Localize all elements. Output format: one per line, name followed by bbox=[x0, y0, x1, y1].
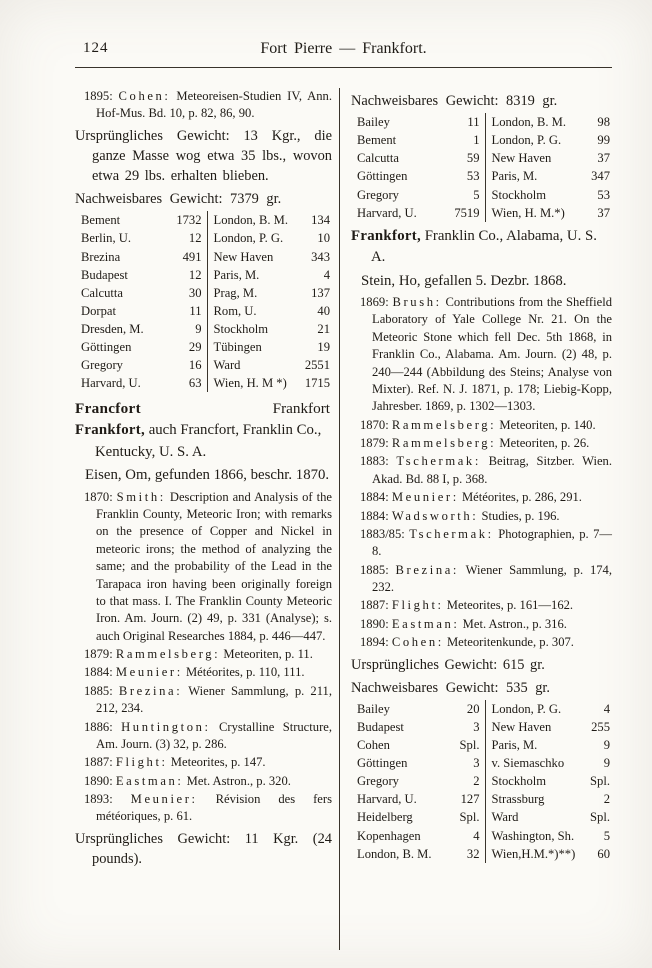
table-row bbox=[357, 754, 480, 772]
weight-value: 2 bbox=[473, 774, 480, 789]
collection-name: Berlin, U. bbox=[81, 231, 132, 246]
entry-author: Smith: bbox=[116, 489, 166, 504]
table-row bbox=[357, 772, 480, 790]
bibliography-entry bbox=[351, 616, 612, 633]
entry-text: Meteoritenkunde, p. 307. bbox=[446, 635, 574, 650]
collection-name: Bailey bbox=[357, 115, 390, 130]
collection-name: Heidelberg bbox=[357, 810, 413, 825]
entry-author: Rammelsberg: bbox=[115, 647, 221, 662]
entry-year: 1883/85: bbox=[360, 526, 405, 541]
table-row bbox=[81, 302, 202, 320]
headword-bold: Frankfort, bbox=[75, 422, 145, 439]
entry-text: Révision des fers météoriques, p. 61. bbox=[96, 792, 332, 824]
table-row bbox=[492, 736, 611, 754]
table-row bbox=[214, 284, 331, 302]
entry-author: Eastman: bbox=[391, 616, 460, 631]
collection-name: Strassburg bbox=[491, 792, 545, 807]
collection-name: Budapest bbox=[357, 719, 404, 734]
collection-name: Bement bbox=[357, 133, 397, 148]
weight-value: 40 bbox=[317, 303, 330, 318]
bibliography-entry bbox=[75, 791, 332, 826]
weight-value: 32 bbox=[466, 846, 480, 861]
collection-name: Dresden, M. bbox=[81, 321, 144, 336]
entry-year: 1884: bbox=[360, 508, 389, 523]
entry-author: Meunier: bbox=[391, 490, 459, 505]
weight-value: 19 bbox=[317, 340, 330, 355]
entry-text: Météorites, p. 110, 111. bbox=[185, 665, 305, 680]
collection-name: Prag, M. bbox=[213, 285, 258, 300]
entry-year: 1884: bbox=[84, 665, 113, 680]
weight-value: 491 bbox=[182, 249, 202, 264]
weight-table-fort-pierre-2 bbox=[351, 113, 612, 222]
verified-weight-heading-fort-pierre-2: Nachweisbares Gewicht: 8319 gr. bbox=[351, 93, 558, 109]
weight-value: 11 bbox=[189, 303, 202, 318]
weight-value: 16 bbox=[188, 358, 202, 373]
weight-value: 11 bbox=[467, 115, 480, 130]
collection-name: Ward bbox=[491, 810, 519, 825]
entry-text: Studies, p. 196. bbox=[481, 508, 560, 523]
table-row bbox=[81, 229, 202, 247]
table-row bbox=[214, 374, 331, 392]
collection-name: Calcutta bbox=[81, 285, 123, 300]
bibliography-entry bbox=[351, 453, 612, 488]
headword-rest: auch Francfort, Franklin Co., Kentucky, U. S. A. bbox=[95, 422, 322, 460]
entry-year: 1885: bbox=[360, 562, 389, 577]
entry-year: 1869: bbox=[360, 295, 389, 310]
collection-name: New Haven bbox=[491, 151, 552, 166]
collection-name: Wien, H. M *) bbox=[213, 376, 287, 391]
weight-value: 4 bbox=[323, 267, 330, 282]
headword-bold: Frankfort, bbox=[351, 227, 421, 244]
page-header bbox=[75, 40, 612, 62]
table-row bbox=[357, 149, 480, 167]
weight-table-fort-pierre bbox=[75, 211, 332, 392]
table-row bbox=[492, 808, 611, 826]
weight-value: 53 bbox=[597, 187, 610, 202]
table-row bbox=[214, 229, 331, 247]
weight-value: 1 bbox=[473, 133, 480, 148]
weight-value: 3 bbox=[473, 719, 480, 734]
entry-author: Meunier: bbox=[115, 665, 183, 680]
collection-name: Harvard, U. bbox=[81, 376, 141, 391]
right-column bbox=[340, 88, 612, 950]
table-row bbox=[357, 736, 480, 754]
table-row bbox=[357, 700, 480, 718]
collection-name: Paris, M. bbox=[491, 169, 538, 184]
collection-name: Budapest bbox=[81, 267, 128, 282]
weight-value: 2551 bbox=[304, 358, 330, 373]
entry-year: 1870: bbox=[360, 417, 389, 432]
table-row bbox=[357, 186, 480, 204]
bibliography-frankfort-alabama bbox=[351, 294, 612, 652]
table-row bbox=[492, 845, 611, 863]
collection-name: Ward bbox=[213, 358, 241, 373]
table-row bbox=[492, 186, 611, 204]
entry-text: Meteoreisen-Studien IV, Ann. Hof-Mus. Bd. 10, p. 82, 86, 90. bbox=[96, 89, 332, 121]
entry-author: Rammelsberg: bbox=[391, 436, 497, 451]
collection-name: Gregory bbox=[357, 774, 399, 789]
type-line-kentucky: Eisen, Om, gefunden 1866, beschr. 1870. bbox=[85, 467, 330, 484]
weight-value: 255 bbox=[591, 719, 610, 734]
bibliography-entry bbox=[75, 719, 332, 754]
entry-author: Cohen: bbox=[118, 89, 171, 103]
table-row bbox=[81, 338, 202, 356]
weight-table-left-half bbox=[357, 113, 485, 222]
weight-value: 5 bbox=[603, 828, 610, 843]
bibliography-entry bbox=[75, 683, 332, 718]
entry-author: Brush: bbox=[392, 295, 442, 310]
collection-name: Washington, Sh. bbox=[491, 828, 575, 843]
original-weight-fort-pierre: Ursprüngliches Gewicht: 13 Kgr., die ganze Masse wog etwa 35 lbs., wovon etwa 29 lbs. erhalten blieben. bbox=[75, 127, 332, 185]
weight-value: 63 bbox=[188, 376, 202, 391]
bibliography-entry bbox=[75, 754, 332, 771]
weight-value: 134 bbox=[311, 213, 330, 228]
entry-author: Flight: bbox=[391, 598, 444, 613]
collection-name: Wien,H.M.*)**) bbox=[491, 846, 576, 861]
headword-frankfort-kentucky bbox=[75, 420, 332, 463]
weight-value: Spl. bbox=[590, 774, 610, 789]
weight-value: 59 bbox=[466, 151, 480, 166]
weight-value: Spl. bbox=[459, 810, 480, 825]
entry-text: Meteorites, p. 161—162. bbox=[446, 598, 574, 613]
collection-name: Cohen bbox=[357, 738, 390, 753]
collection-name: Göttingen bbox=[357, 756, 408, 771]
entry-author: Huntington: bbox=[121, 719, 211, 734]
table-row bbox=[81, 320, 202, 338]
entry-year: 1886: bbox=[84, 719, 113, 734]
weight-table-right-half bbox=[207, 211, 333, 392]
entry-text: Meteoriten, p. 26. bbox=[499, 436, 590, 451]
table-row bbox=[81, 266, 202, 284]
entry-year: 1870: bbox=[84, 489, 113, 504]
collection-name: Göttingen bbox=[357, 169, 408, 184]
weight-value: Spl. bbox=[590, 810, 610, 825]
entry-text: Met. Astron., p. 316. bbox=[462, 616, 567, 631]
table-row bbox=[214, 248, 331, 266]
original-weight-alabama: Ursprüngliches Gewicht: 615 gr. bbox=[351, 656, 545, 673]
bibliography-entry bbox=[75, 646, 332, 663]
weight-value: 4 bbox=[473, 828, 480, 843]
weight-table-left-half bbox=[81, 211, 207, 392]
collection-name: Bailey bbox=[357, 701, 390, 716]
collection-name: Rom, U. bbox=[213, 303, 257, 318]
entry-text: Meteoriten, p. 140. bbox=[499, 417, 596, 432]
entry-author: Rammelsberg: bbox=[391, 417, 497, 432]
bibliography-entry bbox=[351, 435, 612, 452]
original-weight-kentucky: Ursprüngliches Gewicht: 11 Kgr. (24 pounds). bbox=[75, 830, 332, 867]
weight-value: 347 bbox=[591, 169, 610, 184]
verified-weight-heading-alabama: Nachweisbares Gewicht: 535 gr. bbox=[351, 679, 551, 696]
entry-year: 1885: bbox=[84, 683, 113, 698]
bibliography-entry bbox=[75, 489, 332, 645]
weight-value: 2 bbox=[603, 792, 610, 807]
collection-name: London, B. M. bbox=[491, 115, 567, 130]
weight-value: 29 bbox=[188, 340, 202, 355]
headword-frankfort-alabama bbox=[351, 226, 612, 269]
weight-value: 20 bbox=[466, 701, 480, 716]
table-row bbox=[214, 211, 331, 229]
collection-name: London, B. M. bbox=[213, 213, 289, 228]
weight-value: 137 bbox=[311, 285, 330, 300]
weight-value: 53 bbox=[466, 169, 480, 184]
bibliography-left-top bbox=[75, 88, 332, 123]
entry-author: Brezina: bbox=[118, 683, 183, 698]
bibliography-entry bbox=[75, 88, 332, 123]
entry-year: 1890: bbox=[84, 773, 113, 788]
left-column bbox=[75, 88, 339, 950]
weight-table-left-half bbox=[357, 700, 485, 863]
table-row bbox=[492, 718, 611, 736]
entry-text: Description and Analysis of the Franklin County, Meteoric Iron; with remarks on the presence of Copper and Nickel in meteoric irons; the method of analyzing the same; and the probability of the Lead in the Tarapaca iron having been originally foreign to that mass. I. The Franklin County Meteoric Iron. Am. Journ. (2) 49, p. 331 (Analyse); s. auch Original Researches 1884, p. 446—447. bbox=[96, 489, 332, 643]
collection-name: New Haven bbox=[491, 719, 552, 734]
weight-value: 4 bbox=[603, 701, 610, 716]
weight-value: 3 bbox=[473, 756, 480, 771]
weight-value: 1732 bbox=[176, 213, 202, 228]
collection-name: Gregory bbox=[81, 358, 123, 373]
bibliography-entry bbox=[351, 508, 612, 525]
weight-table-right-half bbox=[485, 700, 613, 863]
entry-text: Météorites, p. 286, 291. bbox=[461, 490, 582, 505]
bibliography-entry bbox=[351, 634, 612, 651]
weight-value: 99 bbox=[597, 133, 610, 148]
entry-year: 1879: bbox=[84, 647, 113, 662]
collection-name: Harvard, U. bbox=[357, 792, 417, 807]
bibliography-entry bbox=[351, 526, 612, 561]
entry-author: Eastman: bbox=[115, 773, 184, 788]
collection-name: Brezina bbox=[81, 249, 121, 264]
weight-value: 37 bbox=[597, 151, 610, 166]
weight-value: 127 bbox=[460, 792, 480, 807]
table-row bbox=[492, 167, 611, 185]
collection-name: London, P. G. bbox=[213, 231, 284, 246]
table-row bbox=[214, 338, 331, 356]
table-row bbox=[357, 167, 480, 185]
crossref-from: Francfort bbox=[75, 400, 141, 418]
bibliography-entry bbox=[75, 773, 332, 790]
bibliography-entry bbox=[351, 294, 612, 416]
table-row bbox=[492, 827, 611, 845]
table-row bbox=[214, 356, 331, 374]
entry-year: 1895: bbox=[84, 89, 113, 103]
table-row bbox=[214, 302, 331, 320]
bibliography-entry bbox=[351, 597, 612, 614]
entry-author: Brezina: bbox=[395, 562, 460, 577]
collection-name: Stockholm bbox=[491, 774, 547, 789]
collection-name: Calcutta bbox=[357, 151, 399, 166]
table-row bbox=[357, 204, 480, 222]
collection-name: London, P. G. bbox=[491, 133, 562, 148]
table-row bbox=[81, 356, 202, 374]
weight-value: Spl. bbox=[459, 738, 480, 753]
entry-text: Crystalline Structure, Am. Journ. (3) 32, p. 286. bbox=[96, 719, 332, 751]
entry-year: 1893: bbox=[84, 792, 113, 807]
weight-value: 37 bbox=[597, 205, 610, 220]
entry-year: 1883: bbox=[360, 454, 389, 469]
cross-reference bbox=[75, 400, 332, 418]
text-columns bbox=[75, 88, 612, 950]
entry-year: 1884: bbox=[360, 490, 389, 505]
collection-name: Paris, M. bbox=[213, 267, 260, 282]
collection-name: Tübingen bbox=[213, 340, 262, 355]
entry-author: Meunier: bbox=[130, 792, 198, 807]
table-row bbox=[492, 754, 611, 772]
weight-value: 9 bbox=[603, 738, 610, 753]
entry-text: Wiener Sammlung, p. 174, 232. bbox=[372, 562, 612, 595]
weight-value: 12 bbox=[188, 267, 202, 282]
collection-name: London, P. G. bbox=[491, 701, 562, 716]
collection-name: v. Siemaschko bbox=[491, 756, 565, 771]
table-row bbox=[357, 113, 480, 131]
entry-text: Meteoriten, p. 11. bbox=[223, 647, 313, 662]
crossref-to: Frankfort bbox=[272, 400, 330, 418]
table-row bbox=[492, 790, 611, 808]
table-row bbox=[81, 248, 202, 266]
headword-rest: Franklin Co., Alabama, U. S. A. bbox=[371, 227, 597, 266]
weight-value: 5 bbox=[473, 187, 480, 202]
entry-author: Flight: bbox=[115, 755, 168, 770]
table-row bbox=[357, 845, 480, 863]
verified-weight-heading-fort-pierre: Nachweisbares Gewicht: 7379 gr. bbox=[75, 191, 282, 208]
collection-name: Wien, H. M.*) bbox=[491, 205, 565, 220]
entry-text: Contributions from the Sheffield Laboratory of Yale College Nr. 21. On the Meteoric Stone which fell Dec. 5th 1868, in Franklin Co., Alabama. Am. Journ. (2) 48, p. 240—244 (Abbildung des Steins; Analyse von Mixter). Ref. N. J. 1871, p. 178; Liebig-Kopp, Jahresber. 1869, p. 1302—1303. bbox=[372, 295, 612, 414]
collection-name: Paris, M. bbox=[491, 738, 538, 753]
table-row bbox=[81, 211, 202, 229]
table-row bbox=[214, 320, 331, 338]
collection-name: Gregory bbox=[357, 187, 399, 202]
page-number: 124 bbox=[83, 40, 109, 56]
entry-author: Tschermak: bbox=[409, 526, 494, 541]
running-head: Fort Pierre — Frankfort. bbox=[260, 40, 427, 57]
weight-value: 98 bbox=[597, 115, 610, 130]
entry-text: Met. Astron., p. 320. bbox=[186, 773, 291, 788]
collection-name: London, B. M. bbox=[357, 846, 432, 861]
entry-text: Photographien, p. 7—8. bbox=[372, 526, 612, 559]
weight-value: 1715 bbox=[304, 376, 330, 391]
collection-name: Harvard, U. bbox=[357, 205, 417, 220]
bibliography-entry bbox=[351, 417, 612, 434]
bibliography-frankfort-kentucky bbox=[75, 489, 332, 826]
table-row bbox=[214, 266, 331, 284]
weight-value: 343 bbox=[311, 249, 330, 264]
weight-value: 9 bbox=[603, 756, 610, 771]
table-row bbox=[357, 827, 480, 845]
collection-name: Kopenhagen bbox=[357, 828, 421, 843]
weight-value: 60 bbox=[597, 846, 610, 861]
weight-value: 7519 bbox=[454, 205, 480, 220]
weight-value: 21 bbox=[317, 321, 330, 336]
type-line-alabama: Stein, Ho, gefallen 5. Dezbr. 1868. bbox=[361, 272, 567, 289]
entry-year: 1887: bbox=[84, 755, 113, 770]
weight-value: 10 bbox=[317, 231, 330, 246]
weight-table-alabama bbox=[351, 700, 612, 863]
collection-name: Stockholm bbox=[213, 321, 269, 336]
entry-year: 1890: bbox=[360, 616, 389, 631]
bibliography-entry bbox=[351, 489, 612, 506]
table-row bbox=[492, 149, 611, 167]
table-row bbox=[357, 718, 480, 736]
entry-text: Wiener Sammlung, p. 211, 212, 234. bbox=[96, 683, 332, 716]
weight-value: 9 bbox=[195, 321, 202, 336]
collection-name: New Haven bbox=[213, 249, 274, 264]
collection-name: Stockholm bbox=[491, 187, 547, 202]
weight-table-right-half bbox=[485, 113, 613, 222]
entry-text: Meteorites, p. 147. bbox=[170, 755, 266, 770]
table-row bbox=[357, 808, 480, 826]
table-row bbox=[492, 113, 611, 131]
bibliography-entry bbox=[351, 562, 612, 597]
table-row bbox=[492, 772, 611, 790]
entry-year: 1894: bbox=[360, 635, 389, 650]
table-row bbox=[492, 700, 611, 718]
weight-value: 30 bbox=[188, 285, 202, 300]
collection-name: Bement bbox=[81, 213, 121, 228]
table-row bbox=[81, 284, 202, 302]
collection-name: Göttingen bbox=[81, 340, 132, 355]
table-row bbox=[492, 131, 611, 149]
entry-author: Cohen: bbox=[391, 635, 444, 650]
entry-year: 1887: bbox=[360, 598, 389, 613]
entry-author: Tschermak: bbox=[396, 454, 481, 469]
table-row bbox=[492, 204, 611, 222]
entry-author: Wadsworth: bbox=[391, 508, 479, 523]
header-rule bbox=[75, 67, 612, 68]
entry-text: Beitrag, Sitzber. Wien. Akad. Bd. 88 I, p. 368. bbox=[372, 454, 612, 486]
entry-year: 1879: bbox=[360, 436, 389, 451]
table-row bbox=[357, 131, 480, 149]
bibliography-entry bbox=[75, 664, 332, 681]
collection-name: Dorpat bbox=[81, 303, 116, 318]
table-row bbox=[81, 374, 202, 392]
weight-value: 12 bbox=[188, 231, 202, 246]
table-row bbox=[357, 790, 480, 808]
